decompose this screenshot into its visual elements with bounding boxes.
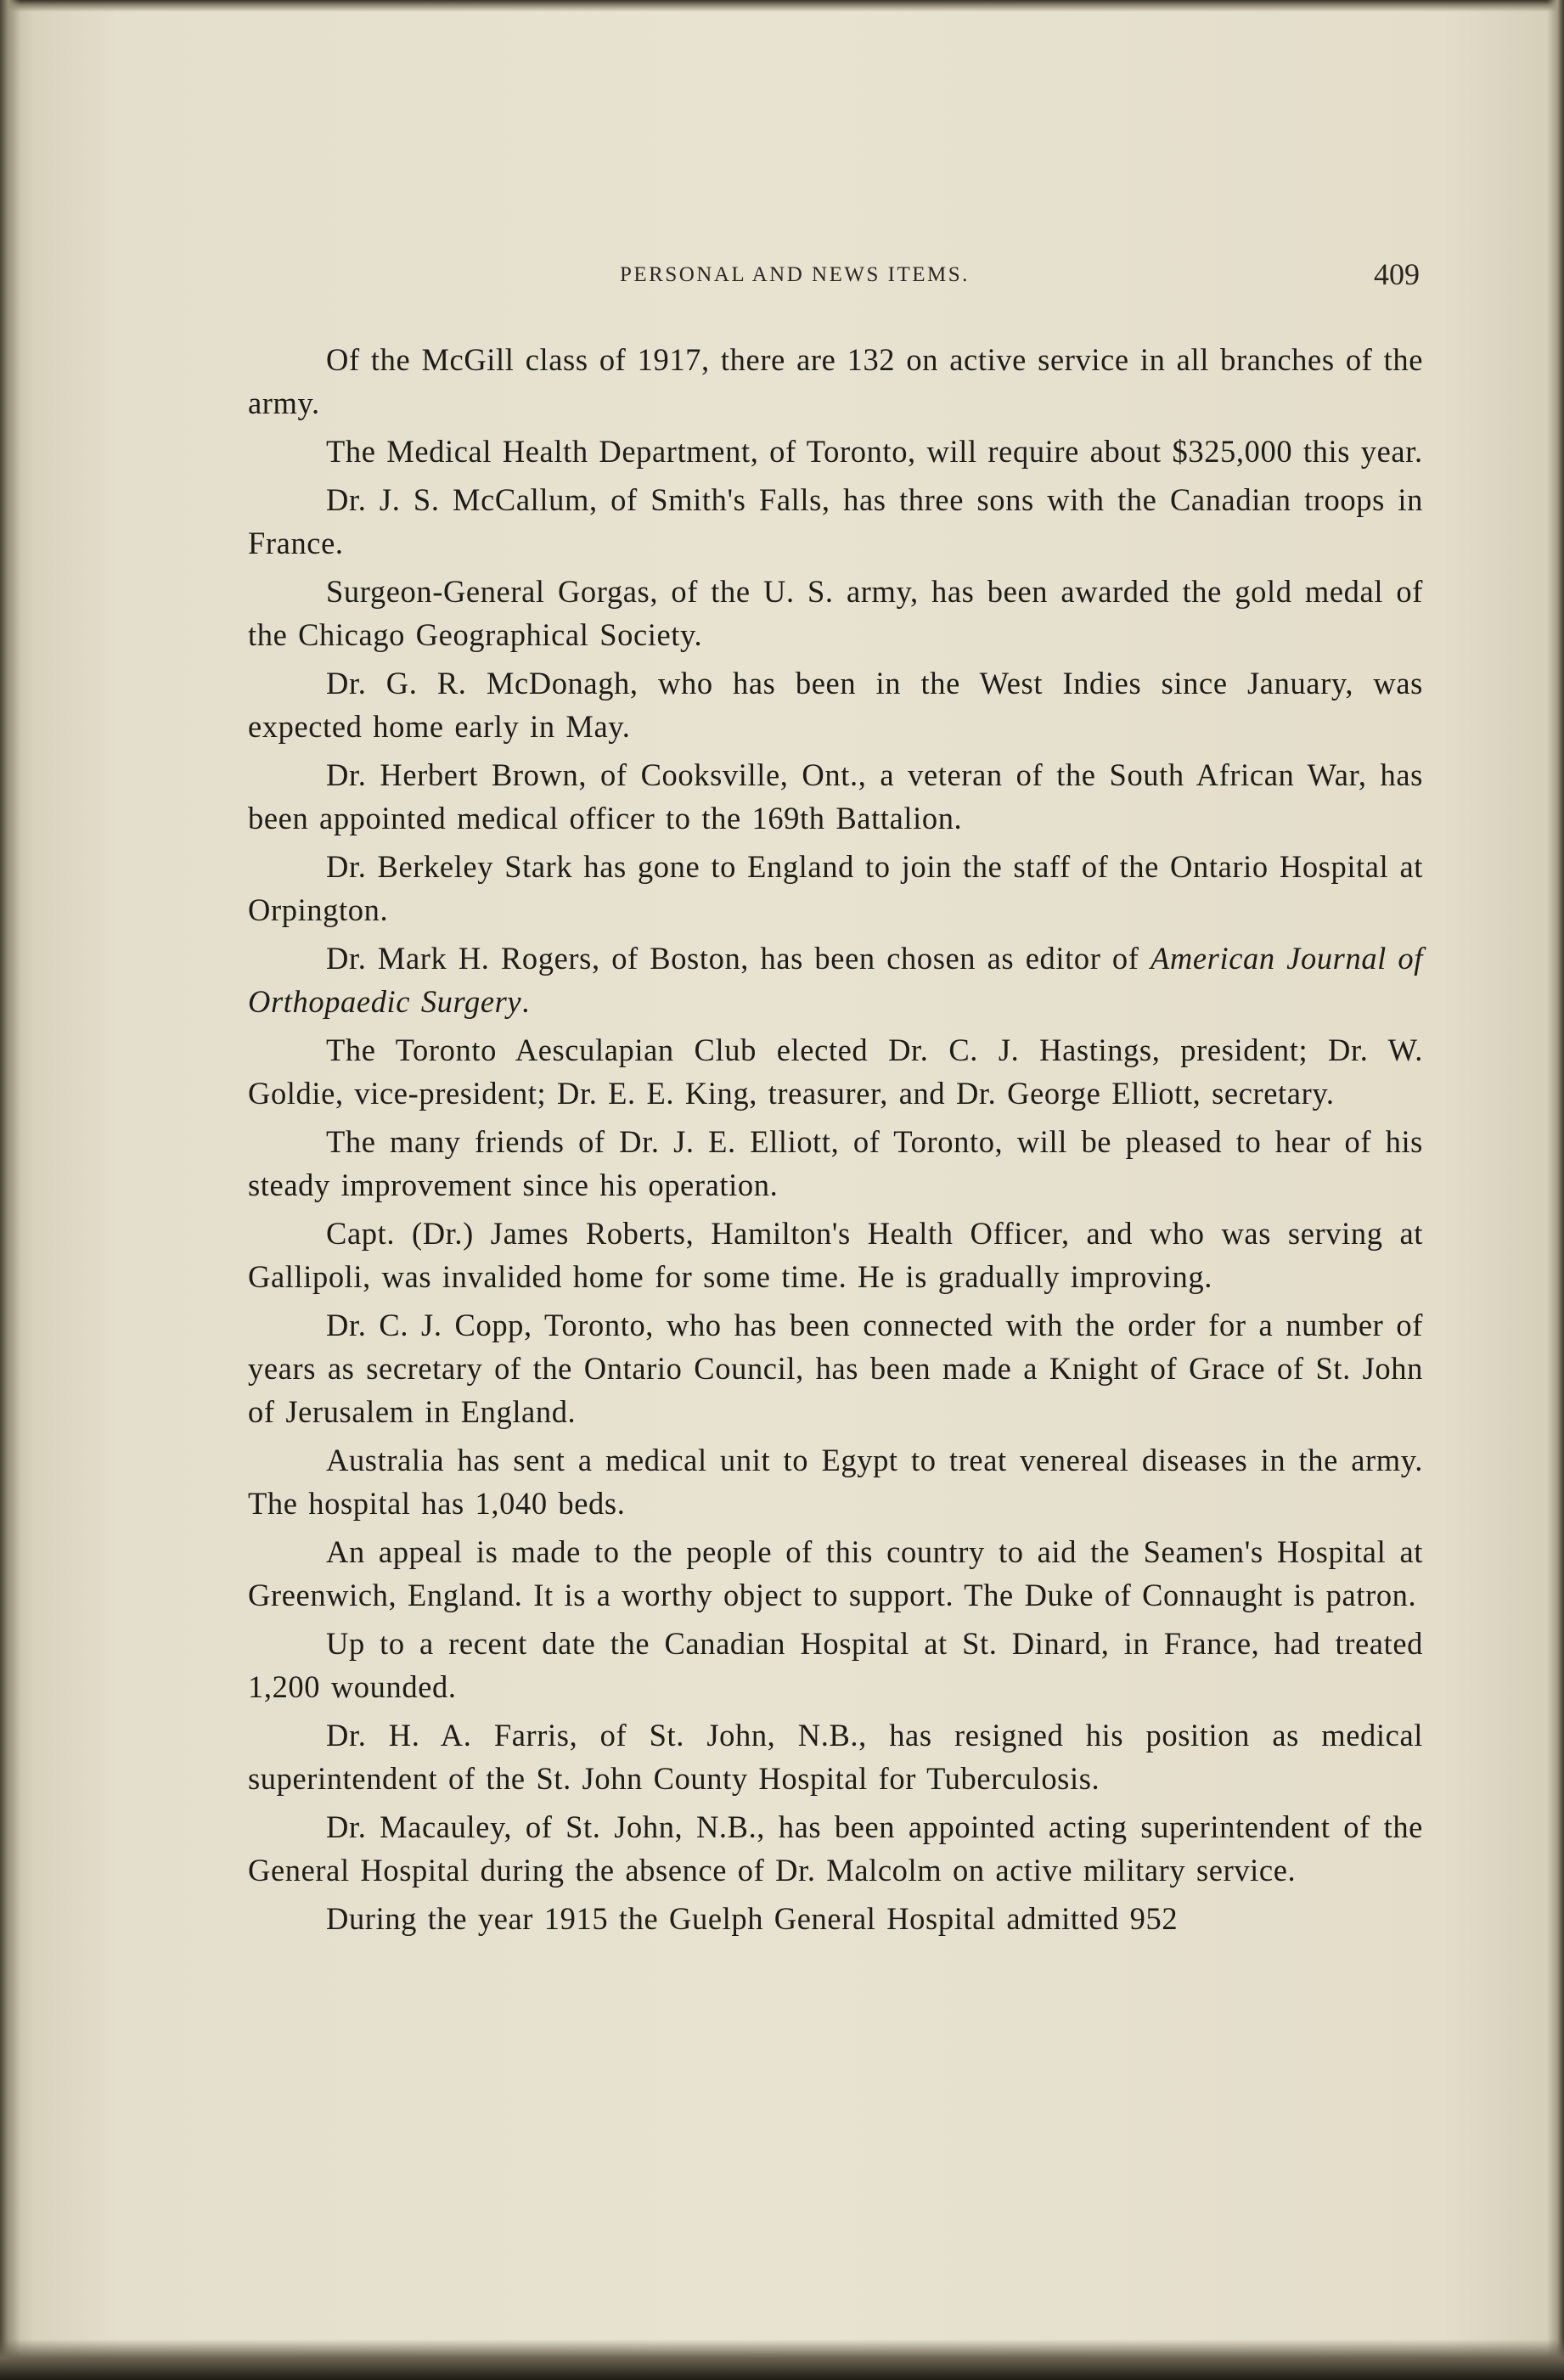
- news-item: Australia has sent a medical unit to Egypt to treat venereal diseases in the army. The hospital has 1,040 beds.: [248, 1443, 1423, 1521]
- news-item: Dr. G. R. McDonagh, who has been in the West Indies since January, was expected home early in May.: [248, 666, 1423, 744]
- journal-title: American Journal of Orthopaedic Surgery: [248, 941, 1423, 1019]
- page-left-gutter-shadow: [0, 0, 20, 2380]
- news-item: The Medical Health Department, of Toronto, will require about $325,000 this year.: [326, 434, 1423, 469]
- news-item-text: Dr. Mark H. Rogers, of Boston, has been chosen as editor of: [326, 941, 1150, 976]
- page-right-edge-shadow: [1547, 0, 1564, 2380]
- page-top-edge: [0, 0, 1564, 12]
- page-header: [246, 256, 1426, 307]
- news-item: [248, 937, 1423, 1023]
- news-item-text: .: [521, 984, 530, 1019]
- news-item: Capt. (Dr.) James Roberts, Hamilton's Health Officer, and who was serving at Gallipoli, was invalided home for some time. He is gradually improving.: [248, 1216, 1423, 1294]
- news-item: Of the McGill class of 1917, there are 132 on active service in all branches of the army.: [248, 342, 1423, 420]
- page-bottom-edge: [0, 2339, 1564, 2380]
- news-item: The many friends of Dr. J. E. Elliott, of Toronto, will be pleased to hear of his steady improvement since his operation.: [248, 1124, 1423, 1202]
- page-number: 409: [1374, 257, 1420, 291]
- news-item: Dr. C. J. Copp, Toronto, who has been connected with the order for a number of years as secretary of the Ontario Council, has been made a Knight of Grace of St. John of Jerusalem in England.: [248, 1308, 1423, 1429]
- news-item: An appeal is made to the people of this country to aid the Seamen's Hospital at Greenwich, England. It is a worthy object to support. The Duke of Connaught is patron.: [248, 1534, 1423, 1612]
- news-item: During the year 1915 the Guelph General Hospital admitted 952: [326, 1901, 1179, 1936]
- news-item: Dr. Macauley, of St. John, N.B., has been appointed acting superintendent of the General Hospital during the absence of Dr. Malcolm on active military service.: [248, 1809, 1423, 1888]
- news-item: Dr. H. A. Farris, of St. John, N.B., has resigned his position as medical superintendent of the St. John County Hospital for Tuberculosis.: [248, 1718, 1423, 1796]
- running-head: PERSONAL AND NEWS ITEMS.: [620, 263, 970, 286]
- news-item: Surgeon-General Gorgas, of the U. S. army, has been awarded the gold medal of the Chicago Geographical Society.: [248, 574, 1423, 652]
- news-item: Up to a recent date the Canadian Hospital at St. Dinard, in France, had treated 1,200 wounded.: [248, 1626, 1423, 1704]
- news-item: Dr. Berkeley Stark has gone to England to join the staff of the Ontario Hospital at Orpington.: [248, 849, 1423, 927]
- news-item: Dr. Herbert Brown, of Cooksville, Ont., a veteran of the South African War, has been appointed medical officer to the 169th Battalion.: [248, 757, 1423, 836]
- news-item: The Toronto Aesculapian Club elected Dr. C. J. Hastings, president; Dr. W. Goldie, vice-president; Dr. E. E. King, treasurer, and Dr. George Elliott, secretary.: [248, 1032, 1423, 1111]
- news-items-body: [248, 338, 1423, 1945]
- news-item: Dr. J. S. McCallum, of Smith's Falls, has three sons with the Canadian troops in France.: [248, 482, 1423, 560]
